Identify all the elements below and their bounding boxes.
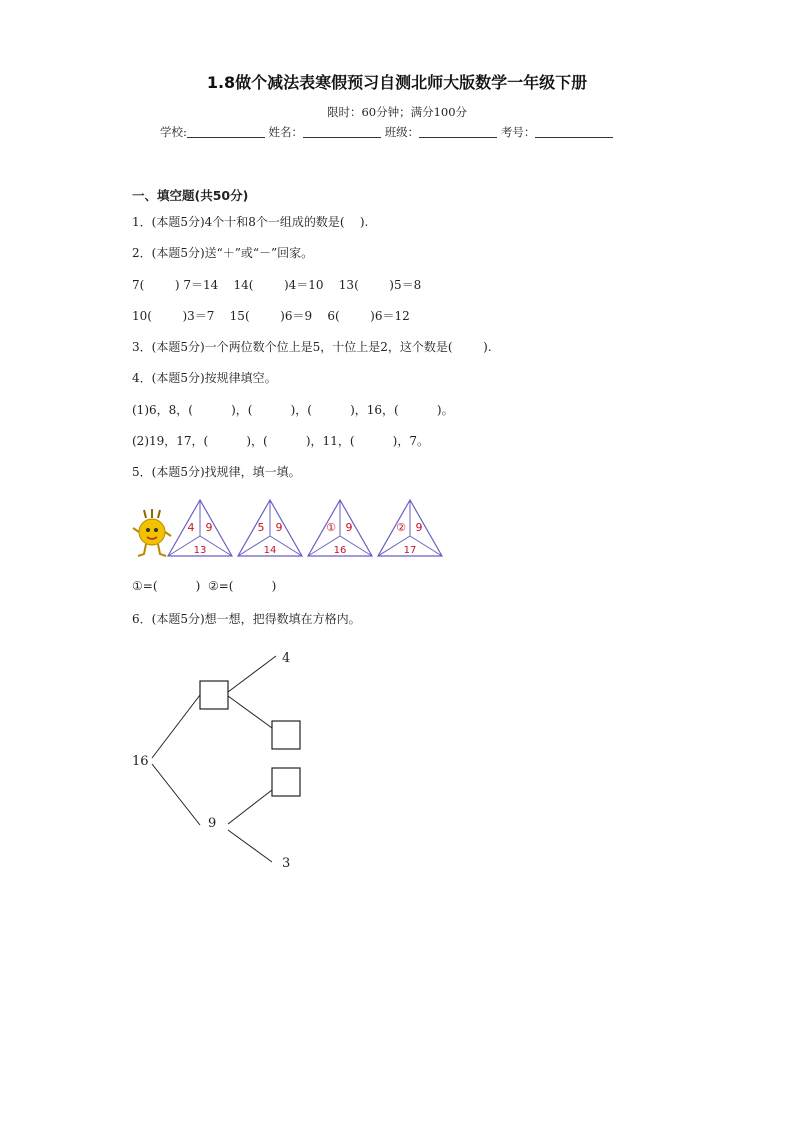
class-label: 班级： <box>384 125 420 139</box>
class-field[interactable] <box>419 125 497 138</box>
section-heading: 一、填空题(共50分) <box>132 188 249 203</box>
question-5-answers: ①=( ) ②=( ) <box>132 579 277 593</box>
tree-bottom-leaf: 3 <box>282 856 291 871</box>
school-label: 学校: <box>160 125 187 139</box>
triangle-pattern <box>132 496 452 560</box>
triangle-4-right: 9 <box>415 521 423 534</box>
question-2-row-2: 10( )3＝7 15( )6＝9 6( )6＝12 <box>132 309 410 323</box>
triangle-2-left: 5 <box>257 521 265 534</box>
triangle-2-bottom: 14 <box>263 545 277 556</box>
time-limit: 限时：60分钟；满分100分 <box>326 105 468 119</box>
school-field[interactable] <box>187 125 265 138</box>
answer-box-1[interactable] <box>200 681 228 709</box>
triangle-3-right: 9 <box>345 521 353 534</box>
question-1: 1．(本题5分)4个十和8个一组成的数是( ). <box>132 215 369 229</box>
student-info-row <box>160 124 613 140</box>
number-tree-diagram <box>120 640 340 880</box>
answer-box-3[interactable] <box>272 768 300 796</box>
triangle-1 <box>166 498 234 558</box>
exam-no-label: 考号： <box>500 125 536 139</box>
question-6: 6．(本题5分)想一想，把得数填在方格内。 <box>132 612 361 626</box>
triangle-1-right: 9 <box>205 521 213 534</box>
tree-mid-number: 9 <box>208 816 217 831</box>
exam-no-field[interactable] <box>535 125 613 138</box>
triangle-2 <box>236 498 304 558</box>
page-title: 1.8做个减法表寒假预习自测北师大版数学一年级下册 <box>206 73 588 92</box>
name-label: 姓名： <box>268 125 304 139</box>
triangle-1-bottom: 13 <box>193 545 207 556</box>
triangle-4-left: ② <box>396 521 406 534</box>
tree-top-leaf: 4 <box>282 651 291 666</box>
name-field[interactable] <box>303 125 381 138</box>
triangle-2-right: 9 <box>275 521 283 534</box>
triangle-4 <box>376 498 444 558</box>
triangle-3-left: ① <box>326 521 336 534</box>
question-4-part-1: (1)6，8，( )，( )，( )，16，( )。 <box>132 403 454 417</box>
question-2-row-1: 7( ) 7＝14 14( )4＝10 13( )5＝8 <box>132 278 422 292</box>
question-4-part-2: (2)19，17，( )，( )，11，( )，7。 <box>132 434 429 448</box>
triangle-3-bottom: 16 <box>333 545 347 556</box>
triangle-4-bottom: 17 <box>403 545 417 556</box>
question-5: 5．(本题5分)找规律，填一填。 <box>132 465 301 479</box>
question-3: 3．(本题5分)一个两位数个位上是5，十位上是2，这个数是( ). <box>132 340 492 354</box>
answer-box-2[interactable] <box>272 721 300 749</box>
triangle-1-left: 4 <box>187 521 195 534</box>
question-4: 4．(本题5分)按规律填空。 <box>132 371 277 385</box>
tree-root-number: 16 <box>132 754 149 769</box>
question-2: 2．(本题5分)送“＋”或“－”回家。 <box>132 246 314 260</box>
triangle-3 <box>306 498 374 558</box>
